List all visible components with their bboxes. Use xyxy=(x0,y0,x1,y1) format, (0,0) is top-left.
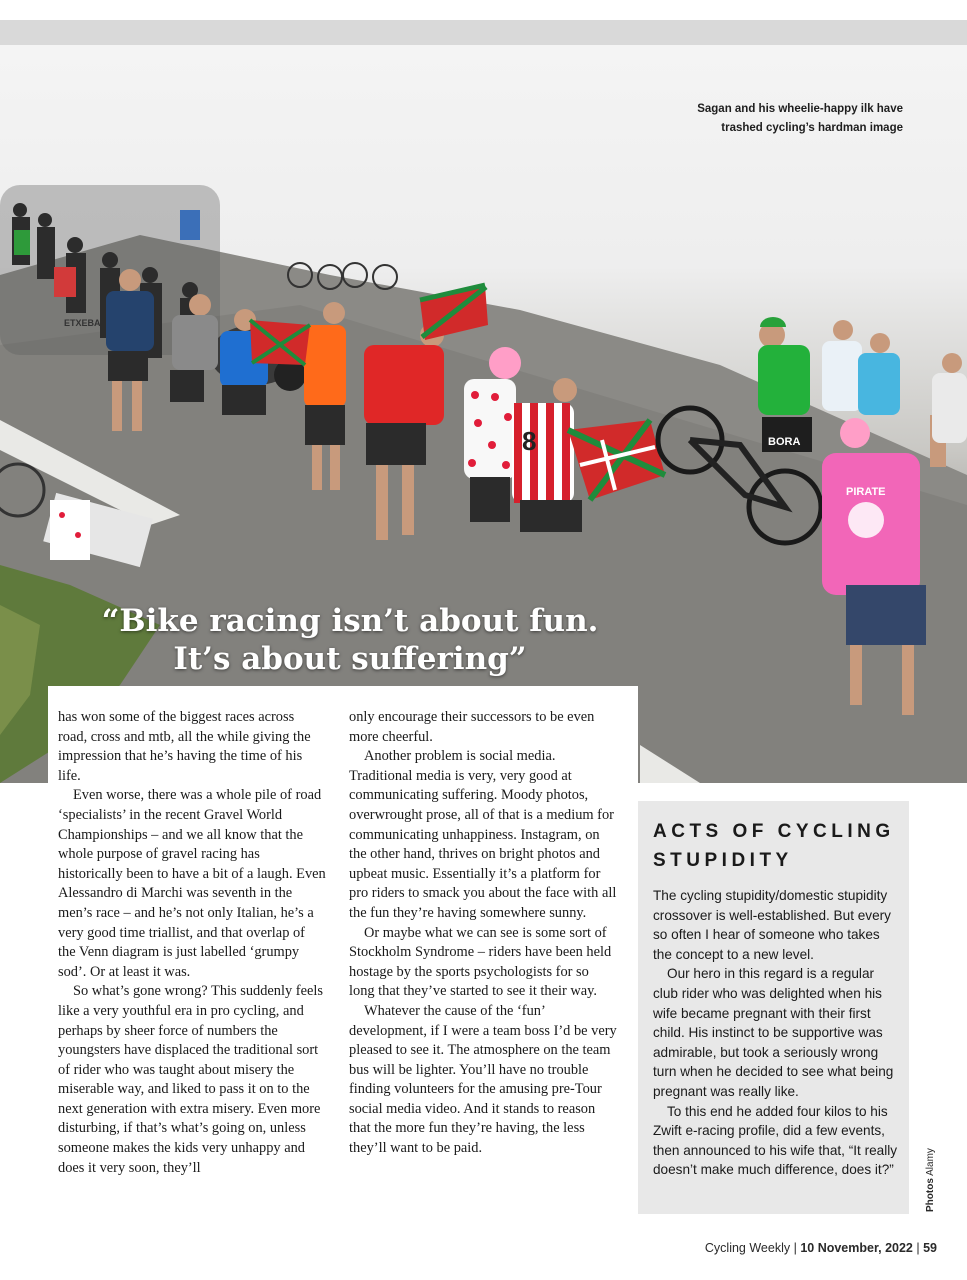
issue-date: 10 November, 2022 xyxy=(800,1241,913,1255)
header-bar xyxy=(0,20,967,45)
sidebar-paragraph: To this end he added four kilos to his Zwift e-racing profile, did a few events, then announced to his wife that, “It really doesn’t make much difference, does it?” xyxy=(653,1103,898,1178)
paragraph: So what’s gone wrong? This suddenly feels like a very youthful era in pro cycling, and perhaps by sheer force of numbers the youngsters have displaced the traditional sort of rider who was taught about misery the miserable way, and liked to pass it on to the next generation with extra misery. Even more disturbing, if that’s what’s going on, unless someone makes the kids very unhappy and does it very soon, they’ll xyxy=(58,983,323,1176)
paragraph: Another problem is social media. Traditional media is very, very good at communicating suffering. Moody photos, overwrought prose, all of that is a medium for communicating unhappiness. Instagram, on the other hand, thrives on bright photos and upbeat music. Essentially it’s a platform for pro riders to smack you about the face with all the fun they’re having somewhere sunny. xyxy=(349,748,617,921)
sidebar-title xyxy=(653,817,903,875)
sidebar-title-line-1: ACTS OF CYCLING xyxy=(653,821,895,842)
article-column-1 xyxy=(58,708,326,1178)
pull-quote-line-2: It’s about suffering” xyxy=(173,641,527,677)
paragraph: Or maybe what we can see is some sort of Stockholm Syndrome – riders have been held hostage by the sports psychologists for so long that they’ve started to see it their way. xyxy=(349,924,612,1000)
paragraph: has won some of the biggest races across road, cross and mtb, all the while giving the impression that he’s having the time of his life. xyxy=(58,709,311,784)
pull-quote xyxy=(70,602,630,678)
photo-credit xyxy=(925,1148,936,1212)
jersey-text-left: ETXEBA xyxy=(64,318,101,328)
jersey-number: 8 xyxy=(522,426,537,456)
photo-caption xyxy=(643,100,903,138)
sidebar-paragraph: Our hero in this regard is a regular club rider who was delighted when his wife became pregnant with their first child. His instinct to be supportive was admirable, but took a seriously wrong turn when he decided to see what being pregnant was really like. xyxy=(653,966,894,1099)
caption-line-2: trashed cycling’s hardman image xyxy=(721,122,903,134)
paragraph: Even worse, there was a whole pile of road ‘specialists’ in the recent Gravel World Championships – and we all know that the whole purpose of gravel racing has historically been to have a bit of a laugh. Even Alessandro di Marchi was seventh in the men’s race – and he’s not only Italian, he’s a very good time triallist, and that overlap of the Venn diagram is just labelled ‘grumpy sod’. Or at least it was. xyxy=(58,787,326,980)
jersey-pirate: PIRATE xyxy=(846,486,886,498)
pull-quote-line-1: “Bike racing isn’t about fun. xyxy=(101,603,599,639)
credit-source: Alamy xyxy=(925,1148,936,1176)
page-footer: Cycling Weekly | 10 November, 2022 | 59 xyxy=(704,1241,937,1255)
jersey-bora: BORA xyxy=(768,436,801,448)
credit-label: Photos xyxy=(925,1178,936,1212)
caption-line-1: Sagan and his wheelie-happy ilk have xyxy=(697,103,903,115)
paragraph: only encourage their successors to be even more cheerful. xyxy=(349,709,595,745)
paragraph: Whatever the cause of the ‘fun’ development, if I were a team boss I’d be very pleased to see it. The atmosphere on the team bus will be lighter. You’ll have no trouble finding volunteers for the amusing pre-Tour social media video. And it stands to reason that the more fun they’re having, the less they’ll want to be paid. xyxy=(349,1002,617,1157)
sidebar-title-line-2: STUPIDITY xyxy=(653,850,793,871)
article-column-2 xyxy=(349,708,617,1159)
sidebar-body xyxy=(653,886,900,1180)
magazine-name: Cycling Weekly xyxy=(704,1241,791,1255)
sidebar-paragraph: The cycling stupidity/domestic stupidity crossover is well-established. But every so often I hear of someone who takes the concept to a new level. xyxy=(653,888,891,962)
page-number: 59 xyxy=(923,1241,937,1255)
